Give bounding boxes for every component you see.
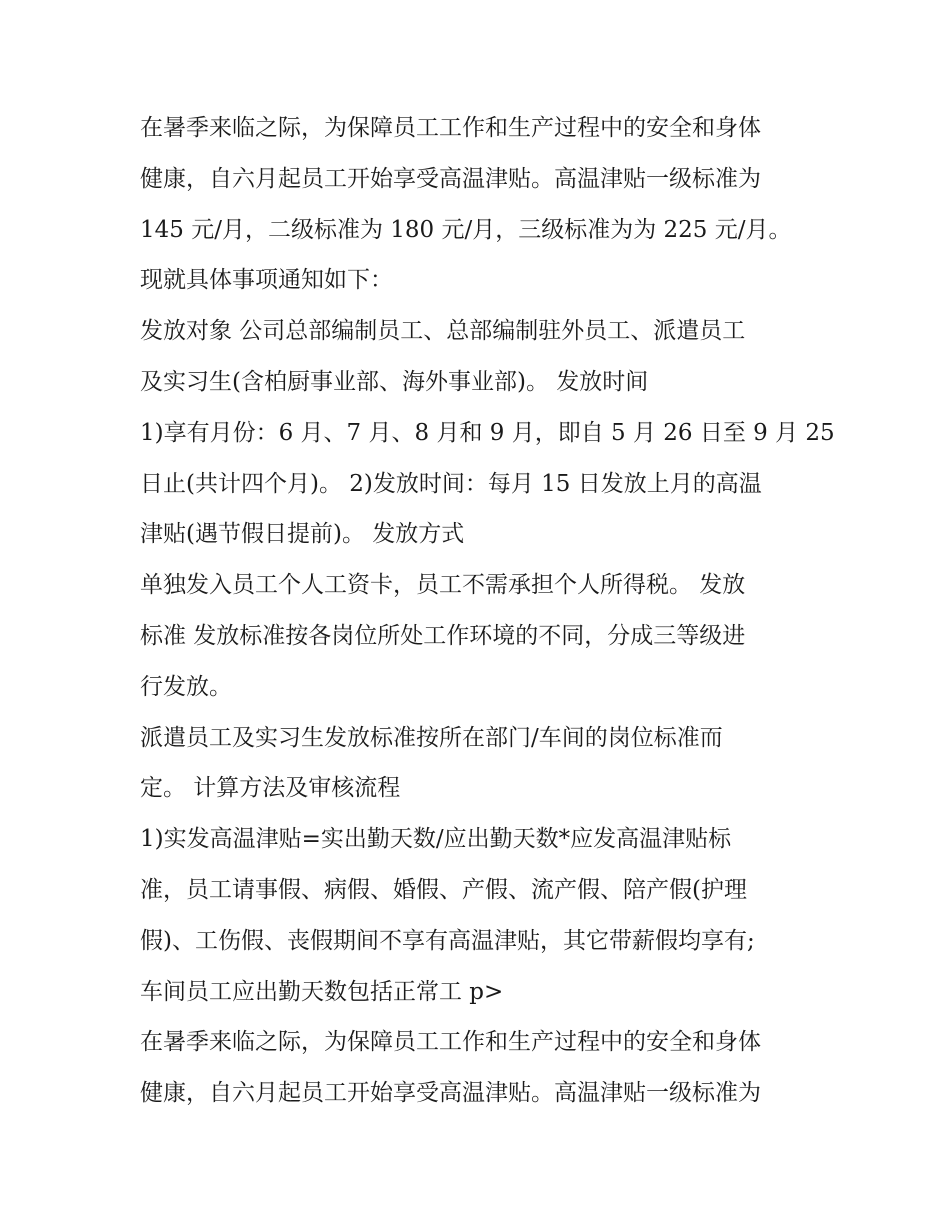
text-line: 派遣员工及实习生发放标准按所在部门/车间的岗位标准而 (140, 724, 723, 751)
text-line: 健康，自六月起员工开始享受高温津贴。高温津贴一级标准为 (140, 165, 761, 192)
text-line: 津贴(遇节假日提前)。 发放方式 (140, 521, 465, 548)
text-line: 车间员工应出勤天数包括正常工 p> (140, 978, 504, 1005)
text-line: 行发放。 (140, 673, 232, 700)
text-line: 发放对象 公司总部编制员工、总部编制驻外员工、派遣员工 (140, 318, 746, 345)
text-line: 及实习生(含柏厨事业部、海外事业部)。 发放时间 (140, 368, 649, 395)
text-line: 现就具体事项通知如下： (140, 267, 393, 294)
text-line: 标准 发放标准按各岗位所处工作环境的不同，分成三等级进 (140, 622, 746, 649)
text-line: 单独发入员工个人工资卡，员工不需承担个人所得税。 发放 (140, 572, 746, 599)
text-line: 在暑季来临之际，为保障员工工作和生产过程中的安全和身体 (140, 115, 761, 141)
text-line: 145 元/月，二级标准为 180 元/月，三级标准为为 225 元/月。 (140, 216, 792, 243)
text-line: 假)、工伤假、丧假期间不享有高温津贴，其它带薪假均享有; (140, 927, 755, 954)
text-line: 1)实发高温津贴=实出勤天数/应出勤天数*应发高温津贴标 (140, 826, 732, 853)
text-line: 日止(共计四个月)。 2)发放时间：每月 15 日发放上月的高温 (140, 470, 762, 497)
text-line: 健康，自六月起员工开始享受高温津贴。高温津贴一级标准为 (140, 1080, 761, 1107)
text-line: 定。 计算方法及审核流程 (140, 775, 401, 802)
text-line: 1)享有月份：6 月、7 月、8 月和 9 月，即自 5 月 26 日至 9 月 25 (140, 419, 835, 446)
text-line: 准，员工请事假、病假、婚假、产假、流产假、陪产假(护理 (140, 876, 747, 903)
document-body (140, 103, 835, 1119)
text-line: 在暑季来临之际，为保障员工工作和生产过程中的安全和身体 (140, 1029, 761, 1056)
